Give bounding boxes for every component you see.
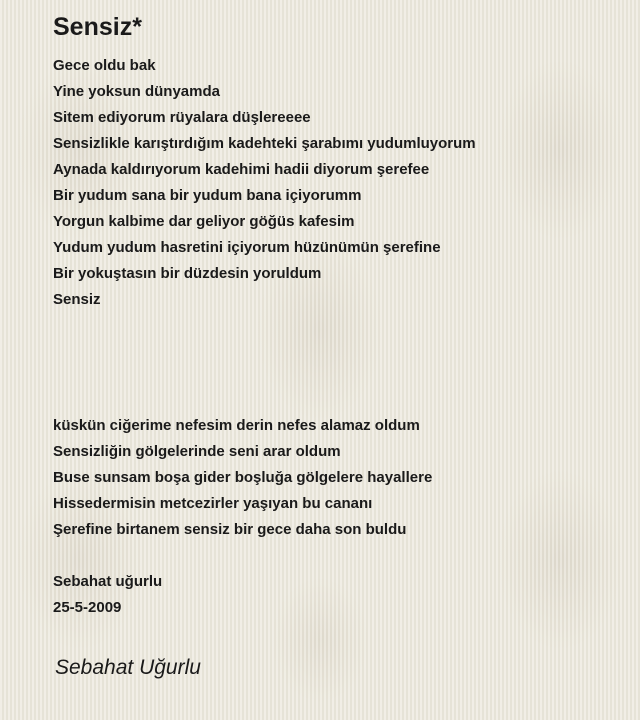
poem-line: Sitem ediyorum rüyalara düşlereeee: [53, 109, 311, 126]
poem-line: Gece oldu bak: [53, 57, 156, 74]
poem-line: Hissedermisin metcezirler yaşıyan bu cananı: [53, 495, 373, 512]
stanza-1: [53, 53, 623, 313]
signature-date: 25-5-2009: [53, 599, 122, 616]
poem-container: [53, 10, 623, 621]
poem-line: Yudum yudum hasretini içiyorum hüzünümün şerefine: [53, 239, 441, 256]
poem-line: Yorgun kalbime dar geliyor göğüs kafesim: [53, 213, 355, 230]
poem-line: Buse sunsam boşa gider boşluğa gölgelere hayallere: [53, 469, 433, 486]
poem-signature: [53, 569, 623, 621]
poem-line: Sensiz: [53, 291, 101, 308]
poem-line: Bir yokuştasın bir düzdesin yoruldum: [53, 265, 322, 282]
poem-line: Sensizliğin gölgelerinde seni arar oldum: [53, 443, 341, 460]
author-name: Sebahat Uğurlu: [55, 656, 201, 679]
poem-line: küskün ciğerime nefesim derin nefes alamaz oldum: [53, 417, 420, 434]
poem-line: Bir yudum sana bir yudum bana içiyorumm: [53, 187, 362, 204]
poem-line: Sensizlikle karıştırdığım kadehteki şarabımı yudumluyorum: [53, 135, 476, 152]
poem-line: Yine yoksun dünyamda: [53, 83, 220, 100]
signature-name: Sebahat uğurlu: [53, 573, 163, 590]
poem-line: Aynada kaldırıyorum kadehimi hadii diyorum şerefee: [53, 161, 430, 178]
stanza-2: [53, 413, 623, 543]
poem-title: Sensiz*: [53, 13, 142, 41]
poem-line: Şerefine birtanem sensiz bir gece daha son buldu: [53, 521, 407, 538]
